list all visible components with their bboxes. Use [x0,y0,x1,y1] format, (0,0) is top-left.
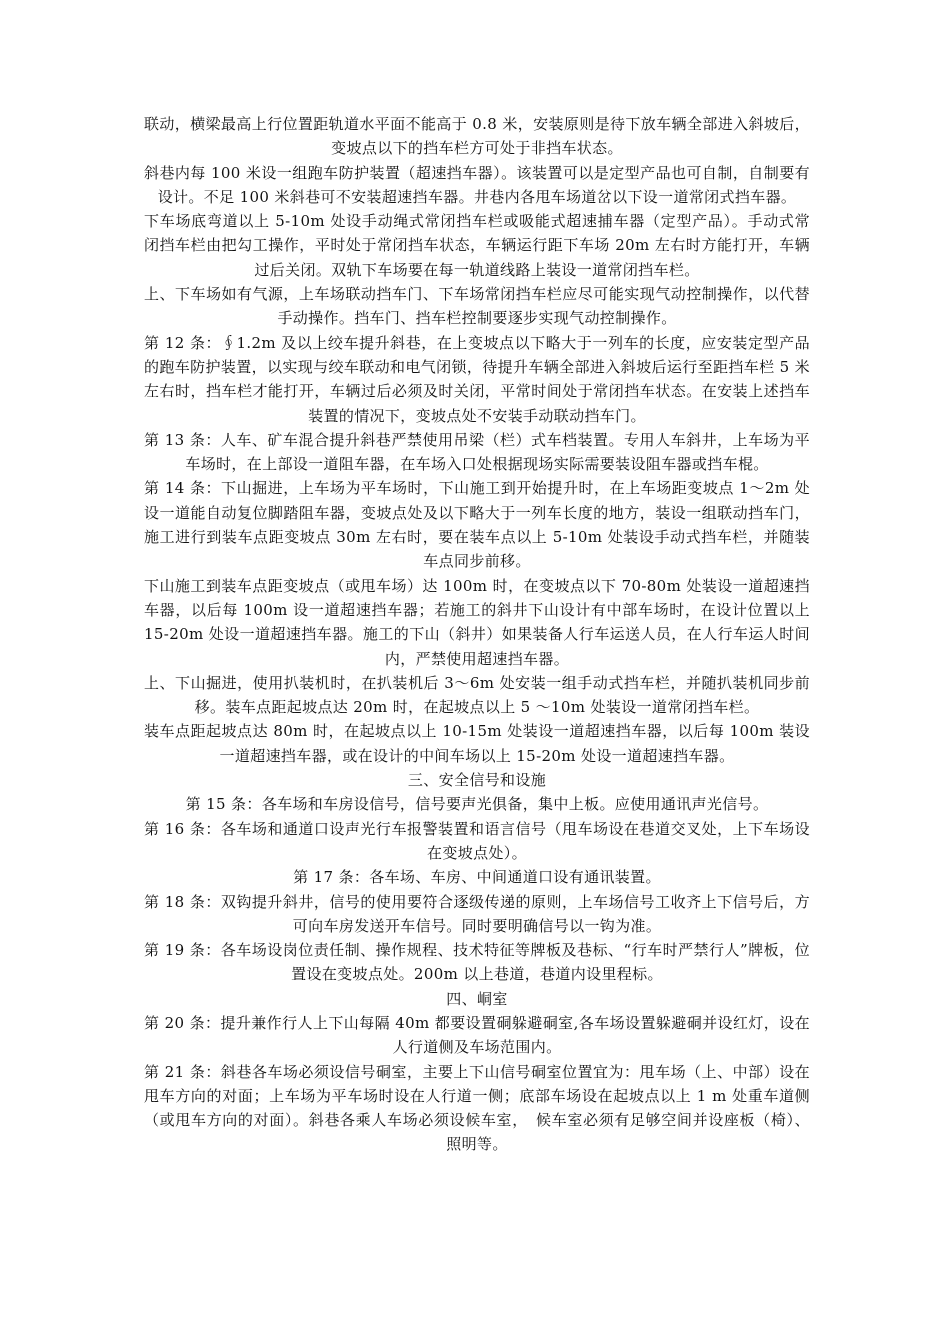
paragraph-article-19: 第 19 条：各车场设岗位责任制、操作规程、技术特征等牌板及巷标、“行车时严禁行人”牌板，位置设在变坡点处。200m 以上巷道，巷道内设里程标。 [144,941,810,984]
paragraph-loading-point: 装车点距起坡点达 80m 时，在起坡点以上 10-15m 处装设一道超速挡车器，以后每 100m 装设一道超速挡车器，或在设计的中间车场以上 15-20m 处设一道超速挡车器。 [144,722,810,765]
section-heading-signals: 三、安全信号和设施 [407,771,547,790]
paragraph-article-12: 第 12 条：∮1.2m 及以上绞车提升斜巷，在上变坡点以下略大于一列车的长度，应安装定型产品的跑车防护装置，以实现与绞车联动和电气闭锁，待提升车辆全部进入斜坡后运行至距挡车栏 5 米左右时，挡车栏才能打开，车辆过后必须及时关闭，平常时间处于常闭挡车状态。在安装上述挡车装置的情况下，变坡点处不安装手动联动挡车门。 [144,333,810,425]
paragraph-article-14: 第 14 条：下山掘进，上车场为平车场时，下山施工到开始提升时，在上车场距变坡点 1～2m 处设一道能自动复位脚踏阻车器，变坡点处及以下略大于一列车长度的地方，装设一组联动挡车门，施工进行到装车点距变坡点 30m 左右时，要在装车点以上 5-10m 处装设手动式挡车栏，并随装车点同步前移。 [144,479,810,571]
paragraph-overspeed-device: 斜巷内每 100 米设一组跑车防护装置（超速挡车器）。该装置可以是定型产品也可自制，自制要有设计。不足 100 米斜巷可不安装超速挡车器。井巷内各甩车场道岔以下设一道常闭式挡车器。 [144,163,810,206]
paragraph-downhill-construction: 下山施工到装车点距变坡点（或甩车场）达 100m 时，在变坡点以下 70-80m 处装设一道超速挡车器，以后每 100m 设一道超速挡车器；若施工的斜井下山设计有中部车场时，在设计位置以上 15-20m 处设一道超速挡车器。施工的下山（斜井）如果装备人行车运送人员，在人行车运人时间内，严禁使用超速挡车器。 [144,576,810,668]
paragraph-article-21: 第 21 条：斜巷各车场必须设信号硐室，主要上下山信号硐室位置宜为：甩车场（上、中部）设在甩车方向的对面；上车场为平车场时设在人行道一侧；底部车场设在起坡点以上 1 m 处重车道侧（或甩车方向的对面）。斜巷各乘人车场必须设候车室， 候车室必须有足够空间并设座板（椅）、照明等。 [144,1062,810,1154]
paragraph-article-20: 第 20 条：提升兼作行人上下山每隔 40m 都要设置硐躲避硐室,各车场设置躲避硐并设红灯，设在人行道侧及车场范围内。 [144,1013,810,1057]
paragraph-article-16: 第 16 条：各车场和通道口设声光行车报警装置和语言信号（甩车场设在巷道交叉处，上下车场设在变坡点处）。 [144,819,810,862]
paragraph-article-17: 第 17 条：各车场、车房、中间通道口设有通讯装置。 [293,868,661,887]
paragraph-lower-yard-barrier: 下车场底弯道以上 5-10m 处设手动绳式常闭挡车栏或吸能式超速捕车器（定型产品）。手动式常闭挡车栏由把勾工操作，平时处于常闭挡车状态，车辆运行距下车场 20m 左右时方能打开，车辆过后关闭。双轨下车场要在每一轨道线路上装设一道常闭挡车栏。 [144,212,810,279]
paragraph-pneumatic-control: 上、下车场如有气源，上车场联动挡车门、下车场常闭挡车栏应尽可能实现气动控制操作，以代替手动操作。挡车门、挡车栏控制要逐步实现气动控制操作。 [144,285,810,328]
paragraph-article-18: 第 18 条：双钩提升斜井，信号的使用要符合逐级传递的原则，上车场信号工收齐上下信号后，方可向车房发送开车信号。同时要明确信号以一钩为准。 [144,892,810,935]
paragraph-gate-interlock: 联动，横梁最高上行位置距轨道水平面不能高于 0.8 米，安装原则是待下放车辆全部进入斜坡后，变坡点以下的挡车栏方可处于非挡车状态。 [144,115,810,158]
paragraph-loader-barrier: 上、下山掘进，使用扒装机时，在扒装机后 3～6m 处安装一组手动式挡车栏，并随扒装机同步前移。装车点距起坡点达 20m 时，在起坡点以上 5 ～10m 处装设一道常闭挡车栏。 [144,673,810,717]
paragraph-article-13: 第 13 条：人车、矿车混合提升斜巷严禁使用吊梁（栏）式车档装置。专用人车斜井，上车场为平车场时，在上部设一道阻车器，在车场入口处根据现场实际需要装设阻车器或挡车棍。 [144,430,810,474]
section-heading-chambers: 四、峒室 [446,989,508,1008]
document-page [144,112,810,1157]
paragraph-article-15: 第 15 条：各车场和车房设信号，信号要声光俱备，集中上板。应使用通讯声光信号。 [185,795,769,814]
